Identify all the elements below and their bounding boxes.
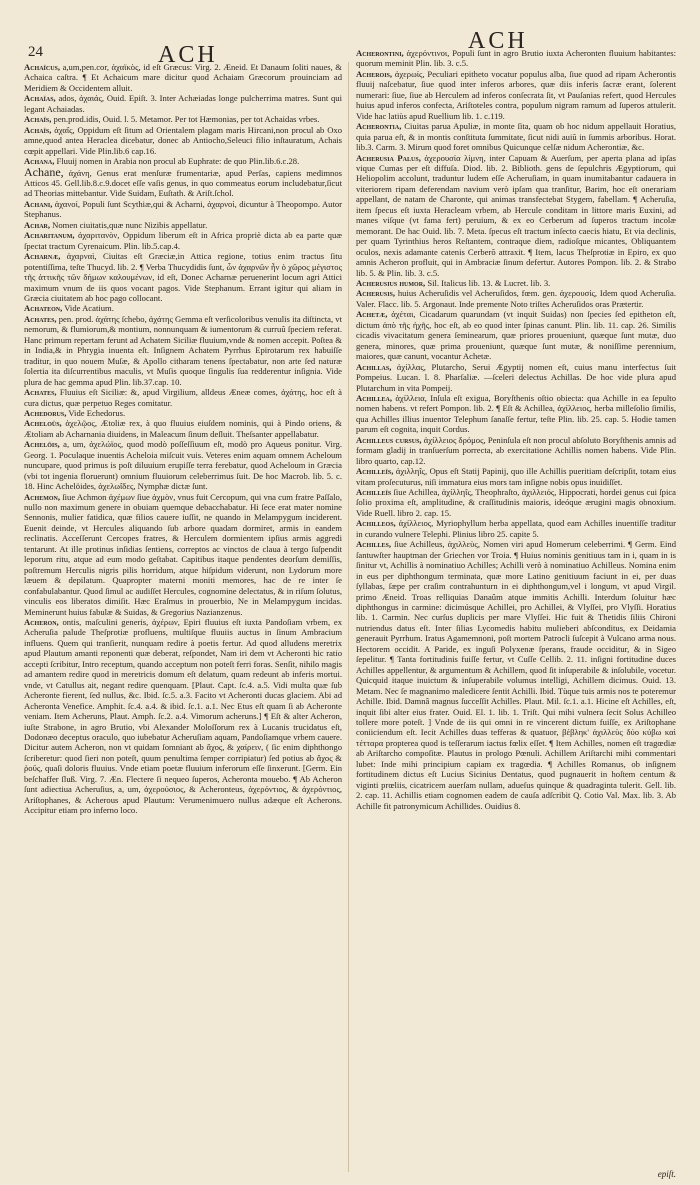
entry-headword: Achilles, [356, 539, 392, 550]
entry-text: ἀχανοί, Populi ſunt Scythiæ,qui & Acharni, ἀχαρνοὶ, dicuntur à Theopompo. Autor Stephanus. [24, 198, 342, 220]
entry-headword: Achaïas, [24, 93, 56, 104]
entry-text: Fluuij nomen in Arabia non procul ab Euphrate: de quo Plin.lib.6.c.28. [54, 156, 300, 167]
dictionary-entry [356, 393, 676, 435]
dictionary-entry [356, 466, 676, 487]
dictionary-entry [356, 539, 676, 811]
dictionary-entry [356, 309, 676, 361]
dictionary-entry [356, 48, 676, 69]
entry-headword: Achilleos, [356, 518, 396, 529]
entry-text: ſiue Achmon ἀχέμων ſiue ἀχμὸν, vnus fuit Cercopum, qui vna cum fratre Paſſalo, nullo non maximum genere in obuiam quemque debacchabatur. Hi ſece erat mater nomine Sennonis, mulier fatidica, quæ filios cauere iuſſit, ne quando in Melampygum inciderent. Euenit deinde, vt Hercules aliquando ſub arbore quadam dormiret, armis in eandem reclinatis. Acceſſerunt Cercopes fratres, & Herculem dormientem ipſius armis aggredi tentarunt. At ille protinus inſidias ſentiens, correptos ac vinctos de claua à tergo ſuſpendit leporum ritu, atque ad eum modo geſtabat. Capitibus itaque pendentes deorſum demiſſis, poſtremum Herculis nigris pilis horridum, atque hiſpidum viderunt, non Lydorum more læuem & depilatum. Quapropter materni moniti memores, hac de re inter ſe confabulabantur. Quod ſimul ac audiſſet Hercules, cognomine delectatus, & in riſum ſolutus, vinculis eos liberatos dimiſit. Hæc Eraſmus in prouerbio, Ne in Melampygum incidas. Meminerunt huius fabulæ & Suidas, & Gregorius Nazianzenus. [24, 491, 342, 617]
entry-headword: Achane, [24, 164, 64, 179]
dictionary-entry [24, 303, 342, 313]
entry-text: ἀχαριτανὸν, Oppidum liberum eſt in Africa propriè dicta ab ea parte quæ ſpectat tractum Cyrenaicum. Plin. lib.5.cap.4. [24, 230, 342, 251]
entry-headword: Acherusius humor, [356, 277, 426, 288]
entry-text: ἀχερωίς, Peculiari epitheto vocatur populus alba, ſiue quod ad ripam Acherontis fluuij naſcebatur, ſiue quod inter inferos arbores, quæ diis inferis ſacræ erant, ſolerent numerari: ſiue, ſiue ab Herculem ad inferos conſecrata ſit, vt Pauſanias refert, quod Hercules huius apud inferos confecta, Ariſtoteles contra, populum nigram ramum ad ſuperos attulerit. Vide hac latiùs apud Ruellium lib. 1. c.119. [356, 68, 676, 121]
entry-text: a, um, ἀχελώϊος, quod modò poſſeſſiuum eſt, modò pro Aqueus ponitur. Virg. Georg. 1. Poculaque inuentis Acheloia miſcuit vuis. Veteres enim aquam omnem Acheloum nuncupare, quod primus is poſt diluuium erupiſſe terra ferebatur, quod Acheloum in Græcia (vbi tot ingenia floruerunt) omnium fluuiorum celeberrimus ſuit. De hoc Macrob. lib. 5. c. 18. Hinc Achelöides, ἀχελωΐδες, Nymphæ dictæ ſunt. [24, 439, 342, 492]
dictionary-entry [24, 492, 342, 617]
dictionary-entry [24, 62, 342, 93]
dictionary-entry [24, 125, 342, 156]
entry-headword: Acherontia, [356, 121, 402, 132]
entry-headword: Acherois, [356, 68, 393, 79]
entry-headword: Achaïcus, [24, 62, 61, 72]
dictionary-entry [356, 288, 676, 309]
entry-text: ἀχαρναὶ, Ciuitas eſt Græciæ,in Attica regione, totius enim tractus ſitu potentiſſima, teſte Thucyd. lib. 2. ¶ Verba Thucydidis ſunt, ὦν ἀχαρνῶν ἦν ὁ χῶρος μέγιστος τῆς ἀττικῆς τῶν δήμων καλουμένων, id eſt, Donec Acharnæ peruenerint locum agri Attici maximum vnum de iis quos vocant pagos. Vide Stephanum. Errant igitur qui aliam in Græcia ciuitatem ab hoc pago collocant. [24, 251, 342, 303]
entry-text: pen.prod.idis, Ouid. l. 5. Metamor. Per tot Hæmonias, per tot Achaidas vrbes. [51, 114, 320, 125]
entry-text: ἀχέται, Cicadarum quarundam (vt inquit Suidas) non ſpecies ſed epitheton eſt, dictum ἀπὸ τῆς ἠχῆς, hoc eſt, ab eo quod inter ſpinas canunt. Plin. lib. 11. cap. 26. Similis cicadis vivacitatum genera ſeminearum, quæ priores proueniunt, quæque ſunt mutæ, duo genera, minores, quæ prima proueniunt, quæque ſunt mutæ, & noniſſime perennium, maiores, quæ canunt, vocantur Achetæ. [356, 309, 676, 362]
entry-text: Fluuius eſt Siciliæ: &, apud Virgilium, alldeus Æneæ comes, ἀχάτης, hoc eſt à cura dictus, quæ perpetuo Reges comitatur. [24, 387, 342, 408]
entry-text: ἀχίλλας, Plutarcho, Serui Ægyptij nomen eſt, cuius manu interfectus ſuit Pompeius. Lucan. l. 8. Pharſaliæ. —ſceleri delectus Achillas. De hoc vide plura apud Plutarchum in vita Pompeij. [356, 361, 676, 393]
dictionary-entry [24, 408, 342, 418]
entry-headword: Achates, [24, 313, 57, 324]
entry-text: ἀχίλλεια, Inſula eſt exigua, Boryſthenis oſtio obiecta: qua Achille in ea ſepulto nomen habens. vt refert Pompon. lib. 2. ¶ Eſt & Achillea, ἀχίλλειος, herba milleſolio ſimilis, qua Achilles illius inuentor Telephum ſanaſſe fertur, teſte Plin. lib. 25. cap. 5. Hodie tamen parum eſt cognita, inquit Cordus. [356, 392, 676, 435]
dictionary-entry [356, 435, 676, 466]
entry-headword: Acheloüs, [24, 418, 62, 429]
entry-headword: Achillea, [356, 392, 393, 403]
entry-text: ἀχίλλειος, Myriophyllum herba appellata, quod eam Achilles inuentiſſe traditur in curando vulnere Telephi. Plinius libro 25. capite 5. [356, 518, 676, 539]
entry-headword: Acharitanum, [24, 230, 75, 241]
entry-text: ἀχερόντινοι, Populi ſunt in agro Brutio iuxta Acheronten fluuium habitantes: quorum meminit Plin. lib. 3. c.5. [356, 48, 676, 69]
dictionary-entry [24, 93, 342, 114]
entry-headword: Achilleïs [356, 487, 392, 498]
entry-headword: Acharnæ, [24, 251, 61, 262]
entry-headword: Achana, [24, 156, 55, 167]
entry-text: ἀχιλληΐς, Opus eſt Statij Papinij, quo ille Achillis pueritiam deſcripſit, totam eius vitam proſecuturus, niſi immatura eius mors tam inſigne nobis opus inuidiſſet. [356, 466, 676, 487]
entry-text: Vide Echedorus. [66, 407, 126, 418]
dictionary-entry [24, 164, 342, 199]
entry-text: ἀχαΐς, Oppidum eſt ſitum ad Orientalem plagam maris Hircani,non procul ab Oxo amne,quod antea Heraclea dicebatur, donec ab Antiocho,Seleuci filio inſtauratum, Achais cœpit appellari. Vide Plin.lib.6 cap.16. [24, 124, 342, 156]
entry-text: Sil. Italicus lib. 13. & Lucret. lib. 3. [425, 277, 551, 288]
dictionary-entry [356, 518, 676, 539]
entry-text: ados, ἀχαιάς, Ouid. Epiſt. 3. Inter Achæiadas longe pulcherrima matres. Sunt qui legant Achaiadas. [24, 93, 342, 114]
dictionary-entry [24, 114, 342, 124]
entry-headword: Achemon, [24, 491, 61, 502]
entry-headword: Achaïs, [24, 114, 52, 125]
entry-text: pen. prod. ἀχάτης ſchebo, ἀχάτης Gemma eſt verſicoloribus venulis ita diſtincta, vt nemorum, & flumiorum,& montium, nonnunquam & iumentorum & curruũ ſpeciem referat. Hanc primum repertam ferunt ad Achatem Siciliæ fluuium,vnde & nomen accepit. Poſtea & in India,& in Phrygia inuenta eſt. Inſignem Achatem Pyrrhus Epirotarum rex habuiſſe traditur, in quo nouem Muſæ, & Apollo citharam tenens ſpectabatur, non arte ſed naturæ ſolertia ita diſcurrentibus maculis, vt Muſis quoque ſingulis ſua redderentur inſignia. Vide plura de hac gemma apud Plin. lib.37.cap. 10. [24, 313, 342, 387]
entry-text: huius Acheruſidis vel Acheruſidos, fœm. gen. ἀχερουσίς, Idem quod Acheruſia. Valer. Flacc. lib. 5. Argonaut. Inde premente Noto triſtes Acheruſidos oras Prætertir. [356, 288, 676, 309]
dictionary-entry [24, 314, 342, 387]
running-head-left: ACH [158, 42, 218, 68]
dictionary-entry [24, 199, 342, 220]
dictionary-entry [356, 69, 676, 121]
entry-text: ontis, maſculini generis, ἀχέρων, Epiri fluuius eſt iuxta Pandoſiam vrbem, ex Acheruſia palude Theſprotiæ profluens, multiſque fluuiis auctus in ſinum Ambracium influens. Quem qui tranſierit, nunquam redire à poetis fertur. Ad quod alludens meretrix apud Plautum amanti reponenti quæ deberat, reſpondet, Nam iri dem vt Acheronti hic ratio accepti ſcribitur, Intro receptum, quando acceptum non poteſt ferri foras. Senſit, nihilo magis ad amantem redire quod in meretricis domum eſt delatum, quam redeunt ab inferis mortui. vnde, vt Catullus ait, negant redire quenquam. [Plaut. Capt. ſc.4. a.5. Vidi multa quæ ſub Acheronte fierent, ſed nullus, &c. Ibid. ſc.5. a.3. Facito vt Acheronti ducas glaciem. Abi ad Acheronta Venefice. Amphit. ſc.4. a.4. & ibid. ſc.1. a.1. Nec Etus eſt quam ſi ab Acheronte veniam. Item Acheruns, Plaut. Amph. ſc.2. a.4. Vimorum acheruns.] ¶ Eſt & alter Acheron, iuſte Strabone, in agro Brutio, vbi Alexander Moloſſorum rex à Lucanis trucidatus eſt, Dodonæo deceptus oraculo, quo iubebatur Acheruſiam aquam, Pandoſiamque vrbem cauere. Dicitur autem Acheron, non vt quidam ſomniant ab ἄχος, & χαίρειν, ( ſic enim diphthongo ſcriberetur: quod ſieri non poteſt, quum penultima ſemper corripiatur) ſed potius ab ἄχος & ῥοῦς, quaſi doloris fluuius. Vnde etiam poetæ fluuium inferorum eſſe ſinxerunt. [Germ. Ein beſchaffer ſluß. Virg. 7. Æn. Flectere ſi nequeo ſuperos, Acheronta mouebo. ¶ Ab Acheron ſunt adiectiua Acheruſius, a, um, ἀχερούσιος, & Acheronteus, ἀχερόντιος, & ἀχερόντιος, Ariſtophanes, & Acherous apud Plautum: Verumenimuero nullus adæque eſt Acherons. Accipitur etiam pro inferno loco. [24, 617, 342, 816]
dictionary-entry [356, 362, 676, 393]
dictionary-entry [356, 153, 676, 278]
dictionary-entry [24, 617, 342, 816]
entry-text: Ciuitas parua Apuliæ, in monte ſita, quam ob hoc nidum appellauit Horatius, quia parua eſt, & in montis conſtituta ſummitate, ſicut nidi auiũ in ſummis arboribus. Horat. lib.3. Carm. 3. Mirum quod foret omnibus Quicunque celſæ nidum Acherontiæ, &c. [356, 121, 676, 153]
entry-headword: Acheron, [24, 617, 59, 628]
dictionary-entry [356, 487, 676, 518]
entry-text: Vide Acatium. [62, 303, 114, 314]
entry-headword: Acherusis, [356, 288, 396, 299]
dictionary-entry [356, 121, 676, 152]
entry-headword: Achillas, [356, 361, 392, 372]
running-head-right: ACH [468, 28, 528, 54]
entry-text: a,um,pen.cor, ἀχαϊκὸς, id eſt Græcus: Virg. 2. Æneid. Et Danaum ſoliti naues, & Achaica caſtra. ¶ Et Achaicum mare dicitur quod Achaiam Græcorum prouinciam ad Meridiem & Occidentem alluit. [24, 62, 342, 93]
dictionary-entry [24, 418, 342, 439]
dictionary-entry [24, 387, 342, 408]
dictionary-entry [356, 278, 676, 288]
dictionary-entry [24, 230, 342, 251]
left-column [24, 62, 342, 1172]
entry-text: ἀχάνη, Genus erat menſuræ frumentariæ, apud Perſas, capiens medimnos Atticos 45. Gell.lib.8.c.9.docet eſſe vaſis genus, in quo commeatus eorum includebatur,ſicut ad Theorias mittebantur. Vide Suidam, Euſtath. & Ariſt.ſchol. [24, 167, 342, 199]
entry-headword: Achelöis, [24, 439, 60, 450]
entry-headword: Achaïs, [24, 124, 52, 135]
entry-headword: Achetæ, [356, 309, 388, 320]
catchword: epiſt. [657, 1169, 676, 1179]
column-divider [348, 62, 349, 1172]
entry-text: ἀχελῷος, Ætoliæ rex, à quo fluuius eiuſdem nominis, qui à Pindo oriens, & Ætoliam ab Acharnania diuidens, in Maleacum ſinum deſluit. Theſsanter appellabatur. [24, 418, 342, 439]
entry-text: ἀχίλλειος δρόμος, Peninſula eſt non procul abſoluto Boryſthenis amnis ad formam gladij in tranſuerſum porrecta, ab exercitatione Achillis nomen habens. Vide Plin. libro quarto, cap.12. [356, 434, 676, 466]
dictionary-entry [24, 439, 342, 491]
entry-text: ἀχερουσία λίμνη, inter Capuam & Auerſum, per aperta plana ad ipſas vique Cumas per eſt diffuſa. Diod. lib. 2. Biblioth. gens de ſepulchris Ægyptiorum, qui Heliopolim accolunt, traduntur ludem eſſe Acheruſiam, in quam inumitabantur cadauera in viteriorem ripam deferendam navium verò ipſam qua tranſitur, Barim, hoc eſt onerariam appellant, de natam de Charonte, qui animas transfectebat Stygem, fabellam. ¶ Acheruſia, item ſpecus eſt iuxta Heracleam vrbem, ab Hercule conditam in littore maris Euxini, ad manes viſque (vt fama fert) peruium, & ex eo Cerberum ad ſuperos tractum incolæ memorant. De hac Ouid. lib. 7. Meta. ſpecus eſt tractum inſecto caecis hiatu, Et via declinis, per quam Tyrinthius heros Reſtantem, contraque diem, radioſque micantes, Obliquantem oculos, nexis adamante catenis Cerberõ attraxit. ¶ Item, lacus Theſprotiæ in Epiro, ex quo amnis Acheron profluit, qui in Ambraciæ ſinum defertur. Autores Pompon. lib. 2. & Strabo lib. 5. & Plin. lib. 3. c.5. [356, 152, 676, 278]
entry-headword: Achilleïs, [356, 466, 394, 477]
entry-headword: Achates, [24, 387, 57, 398]
entry-headword: Achar, [24, 219, 51, 230]
right-column [356, 48, 676, 1172]
dictionary-entry [24, 220, 342, 230]
entry-headword: Achilleus cursus, [356, 434, 422, 445]
entry-headword: Achani, [24, 198, 53, 209]
entry-text: ſiue Achilleus, ἀχιλλεὺς, Nomen viri apud Homerum celeberrimi. ¶ Germ. Eind ſantuwſter hauptman der Griechen vor Troia. ¶ Huius nominis genitiuus tam in i, quam in is ſinitur vt, Achillis à nominatiuo Achilles; Achilli verò à nominatiuo Achilleus. Nomina enim in eus per diphthongum terminata, quæ more Latino genitiuum faciunt in ei, per duas ſyllabas, ſæpe per craſim contrahunturn in ei diphthongum,vel i longum, vt apud Virgil. primo Æneid. Troas relliquias Danaûm atque immitis Achilli. Interdum ſoluitur hæc diphthongus in carmine: dicimúsque Achillei, pro Achillei, & Vlyſſei, pro Vlyſſi. Horatius lib. 1. Carmin. Nec curſus duplicis per mare Vlyſſei. Hic fuit & Thetidis ſiliis Chironi nutriendus datus eſt. Inter ſilias Lycomedis habitu mulieberi abſconditus, ex Deidamia generauit Pyrrhum. Iratus Agamemnoni, poſt mortem Patrocli ſuſcepit à Vulcano arma nous. Hectorem occidit. A Paride, ex inguſi Polyxenæ ſperans, fraude occiditur, & in Sigeo ſepelitur. ¶ Tanta fortitudinis fuiſſe fertur, vt Cuſſe Cellib. 2. 11. inſigni fortitudine duces Achilles appellentur, & argumentum & Achillem, quod ſit inſuperabile & inſolubile, vocetur. Quicquid itaque inuictum & inſuperabile volumus intelligi, Achillem dicimus. Ouid. 13. Metam. Nec ſe magnanimo maledicere ſentit Achilli. Ibid. Tùque tuis armis nos te poteremur Achille. Ibid. Damnâ magnus ſucceſſit Achilles. Plaut. Mil. ſc.1. a.1. Hicine eſt Achilles, eſt, inquit ſibi alter eius frater. Ouid. El. 1. lib. 1. Triſt. Qui mihi vulnera ſecit Solus Achilleo tollere more poteſt. ] Vnde de iis qui omni in re vincerent dictum fuiſſe, ex Ariſtophane coniiciendum eſt. Iecit Achilles duas tefferas & quatuor, βέβληκ' ἀχιλλεὺς δύο κύβω καὶ τέτταρα propterea quod is teſſerarum iactus fœlix eſſet. ¶ Item Achilles, nomen eſt tragœdiæ ab Ariſtarcho compoſitæ. Plautus in prologo Pœnuli. Achillem Ariſtarchi mihi commentari lubet: Inde mihi principium capiam ex tragœdia. ¶ Achilles Romanus, ob inſignem fortitudinem dictus eſt Lucius Sicinius Dentatus, quod pugnauerit in hoſtem centum & viginti prœliis, cicatricem auerſam nullam, adueſus quinque & quadraginta tulerit. Gell. lib. 2. cap. 11. Achillis etiam cognomen eadem de cauſa adſcribit Q. Cotio Val. Max. lib. 3. Ab Achille fit patronymicum Achillides. Ouidius 8. [356, 539, 676, 811]
entry-headword: Acherontini, [356, 48, 404, 58]
entry-headword: Achateon, [24, 303, 63, 314]
entry-headword: Acherusia Palus, [356, 152, 421, 163]
dictionary-entry [24, 156, 342, 166]
page-number: 24 [28, 44, 43, 60]
entry-headword: Achedorus, [24, 407, 67, 418]
entry-text: Nomen ciuitatis,quæ nunc Nizibis appellatur. [50, 219, 208, 230]
dictionary-entry [24, 251, 342, 303]
entry-text: ſiue Achillea, ἀχίλληΐς, Theophraſto, ἀχιλλειός, Hippocrati, hordei genus cui ſpica ſolio proxima eſt, amplitudine, & craſſitudinis maioris, ideóque ærugini magis obnoxium. Vide Ruell. libro 2. cap. 15. [356, 487, 676, 518]
